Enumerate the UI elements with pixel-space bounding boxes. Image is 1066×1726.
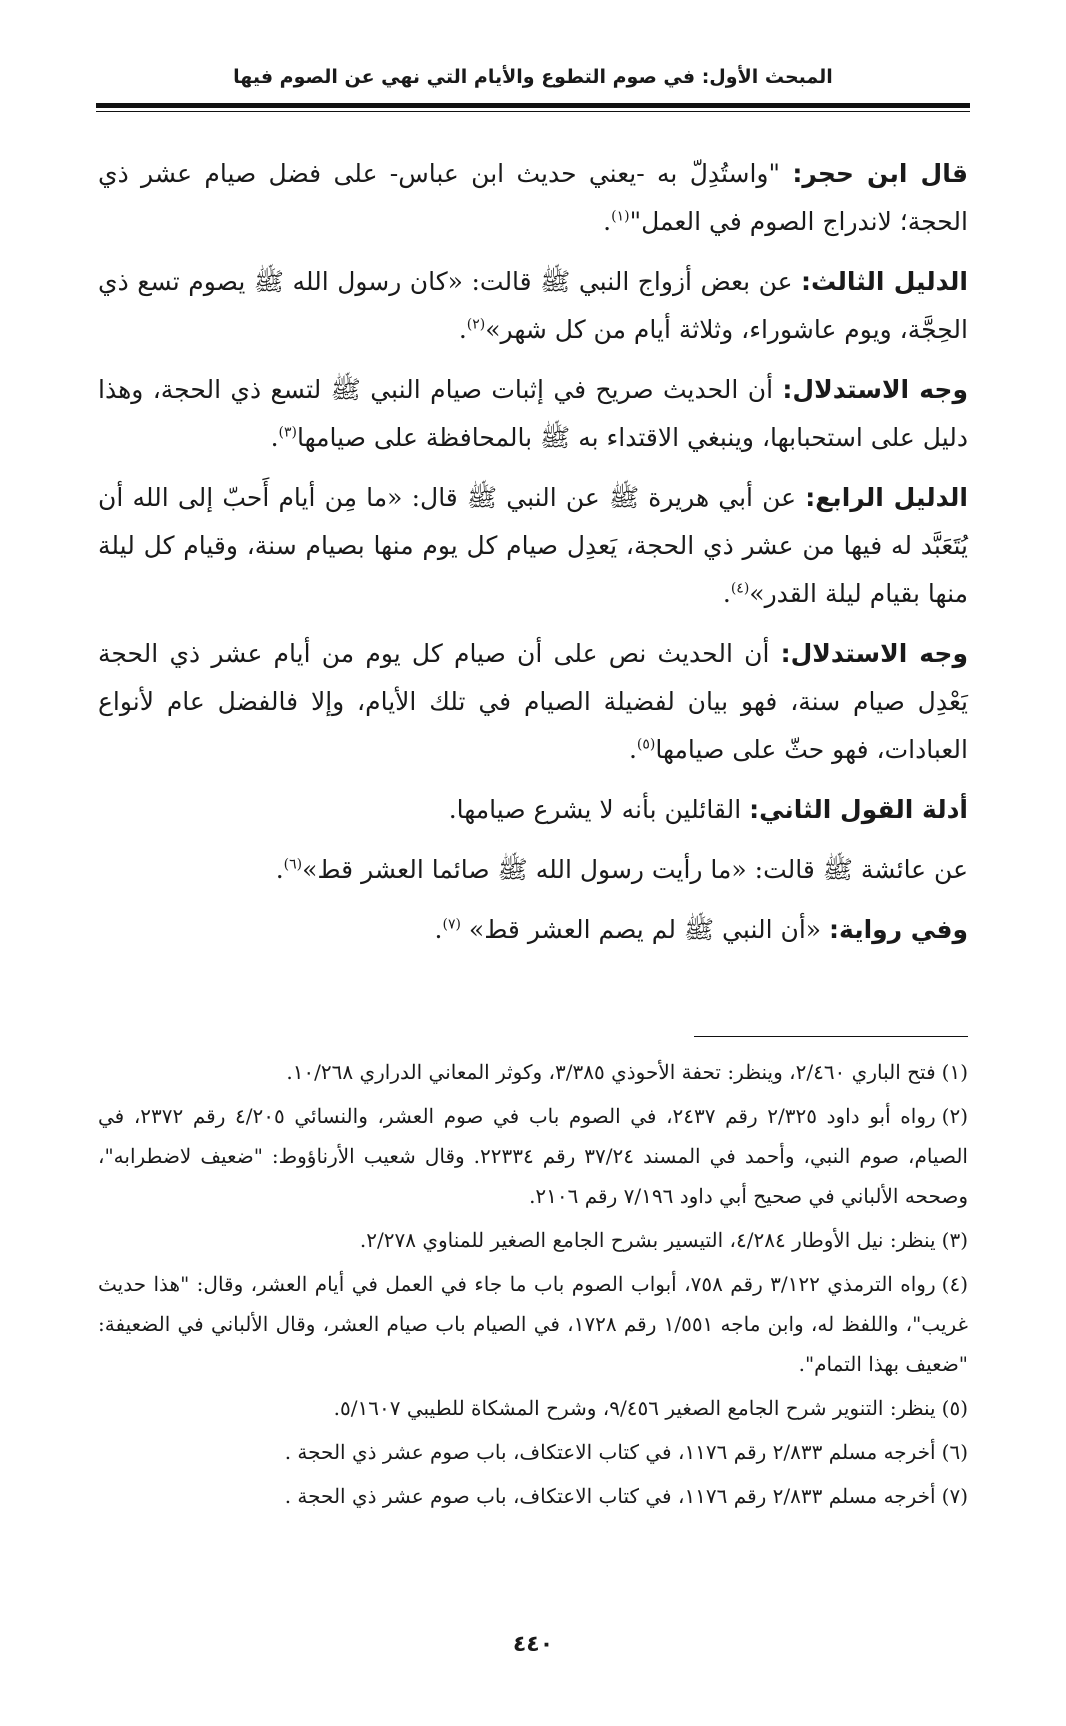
footnote-number: (٦) — [941, 1440, 968, 1464]
paragraph-lead: الدليل الرابع: — [805, 483, 968, 512]
paragraph-end: . — [722, 579, 731, 608]
paragraph-end: . — [275, 855, 284, 884]
footnotes — [98, 1052, 968, 1520]
paragraph — [98, 906, 968, 954]
footnote-ref[interactable]: (٢) — [466, 316, 486, 333]
paragraph-lead: أدلة القول الثاني: — [749, 795, 968, 824]
paragraph-lead: وجه الاستدلال: — [780, 639, 968, 668]
footnote-number: (٥) — [941, 1396, 968, 1420]
paragraph-end: . — [628, 735, 637, 764]
header-rule — [96, 103, 970, 108]
header-rule-thin — [96, 111, 970, 112]
paragraph-end: . — [270, 423, 279, 452]
paragraph — [98, 150, 968, 246]
footnote-number: (٧) — [941, 1484, 968, 1508]
footnote — [98, 1096, 968, 1216]
footnote-text: رواه الترمذي ٣/١٢٢ رقم ٧٥٨، أبواب الصوم باب ما جاء في العمل في أيام العشر، وقال: "هذا حديث غريب"، واللفظ له، وابن ماجه ١/٥٥١ رقم ١٧٢٨، في الصيام باب صيام العشر، وقال الألباني في الضعيفة: "ضعيف بهذا التمام". — [98, 1272, 969, 1376]
paragraph-lead: الدليل الثالث: — [801, 267, 968, 296]
footnote-text: رواه أبو داود ٢/٣٢٥ رقم ٢٤٣٧، في الصوم باب في صوم العشر، والنسائي ٤/٢٠٥ رقم ٢٣٧٢، في الصيام، صوم النبي، وأحمد في المسند ٣٧/٢٤ رقم ٢٢٣٣٤. وقال شعيب الأرناؤوط: "ضعيف لاضطرابه"، وصححه الألباني في صحيح أبي داود ٧/١٩٦ رقم ٢١٠٦. — [98, 1104, 968, 1208]
footnote-number: (٤) — [941, 1272, 968, 1296]
paragraph — [98, 366, 968, 462]
paragraph — [98, 474, 968, 618]
paragraph-end: . — [603, 207, 612, 236]
footnote-text: ينظر: نيل الأوطار ٤/٢٨٤، التيسير بشرح الجامع الصغير للمناوي ٢/٢٧٨. — [359, 1228, 936, 1252]
footnote-ref[interactable]: (٧) — [442, 916, 461, 933]
footnote-separator — [694, 1036, 968, 1037]
footnote-text: أخرجه مسلم ٢/٨٣٣ رقم ١١٧٦، في كتاب الاعتكاف، باب صوم عشر ذي الحجة . — [284, 1440, 936, 1464]
paragraph-lead: قال ابن حجر: — [792, 159, 968, 188]
footnote-ref[interactable]: (٤) — [730, 580, 750, 597]
footnote-ref[interactable]: (٣) — [278, 424, 297, 441]
paragraph-end: . — [458, 315, 467, 344]
running-header: المبحث الأول: في صوم التطوع والأيام التي نهي عن الصوم فيها — [233, 66, 833, 88]
paragraph-text: "واستُدِلّ به -يعني حديث ابن عباس- على فضل صيام عشر ذي الحجة؛ لاندراج الصوم في العمل" — [98, 159, 968, 236]
paragraph-end: . — [434, 915, 443, 944]
footnote — [98, 1388, 968, 1428]
paragraph-text: «أن النبي ﷺ لم يصم العشر قط» — [460, 915, 830, 944]
footnote-ref[interactable]: (٦) — [283, 856, 303, 873]
footnote-text: ينظر: التنوير شرح الجامع الصغير ٩/٤٥٦، وشرح المشكاة للطيبي ٥/١٦٠٧. — [333, 1396, 936, 1420]
paragraph-text: أن الحديث نص على أن صيام كل يوم من أيام عشر ذي الحجة يَعْدِل صيام سنة، فهو بيان لفضيلة الصيام في تلك الأيام، وإلا فالفضل عام لأنواع العبادات، فهو حثّ على صيامها — [98, 639, 968, 764]
footnote-ref[interactable]: (٥) — [636, 736, 656, 753]
footnote — [98, 1220, 968, 1260]
footnote — [98, 1432, 968, 1472]
footnote-number: (٣) — [941, 1228, 968, 1252]
paragraph-text: القائلين بأنه لا يشرع صيامها. — [448, 795, 750, 824]
footnote-number: (١) — [941, 1060, 968, 1084]
footnote — [98, 1264, 968, 1384]
paragraph — [98, 786, 968, 834]
paragraph-text: عن بعض أزواج النبي ﷺ قالت: «كان رسول الله ﷺ يصوم تسع ذي الحِجَّة، ويوم عاشوراء، وثلاثة أيام من كل شهر» — [98, 267, 968, 344]
paragraph-text: عن أبي هريرة ﷺ عن النبي ﷺ قال: «ما مِن أيام أَحبّ إلى الله أن يُتَعَبَّد له فيها من عشر ذي الحجة، يَعدِل صيام كل يوم منها بصيام سنة، وقيام كل ليلة منها بقيام ليلة القدر» — [98, 483, 968, 608]
footnote — [98, 1052, 968, 1092]
paragraph — [98, 846, 968, 894]
paragraph-text: عن عائشة ﷺ قالت: «ما رأيت رسول الله ﷺ صائما العشر قط» — [302, 855, 968, 884]
page-number: ٤٤٠ — [512, 1632, 554, 1657]
paragraph — [98, 630, 968, 774]
paragraph-lead: وجه الاستدلال: — [782, 375, 968, 404]
footnote-text: أخرجه مسلم ٢/٨٣٣ رقم ١١٧٦، في كتاب الاعتكاف، باب صوم عشر ذي الحجة . — [284, 1484, 936, 1508]
footnote-text: فتح الباري ٢/٤٦٠، وينظر: تحفة الأحوذي ٣/٣٨٥، وكوثر المعاني الدراري ١٠/٢٦٨. — [286, 1060, 936, 1084]
paragraph-text: أن الحديث صريح في إثبات صيام النبي ﷺ لتسع ذي الحجة، وهذا دليل على استحبابها، وينبغي الاقتداء به ﷺ بالمحافظة على صيامها — [98, 375, 968, 452]
paragraph-lead: وفي رواية: — [829, 915, 968, 944]
footnote — [98, 1476, 968, 1516]
main-text — [98, 150, 968, 966]
footnote-ref[interactable]: (١) — [611, 208, 630, 225]
paragraph — [98, 258, 968, 354]
footnote-number: (٢) — [941, 1104, 969, 1128]
